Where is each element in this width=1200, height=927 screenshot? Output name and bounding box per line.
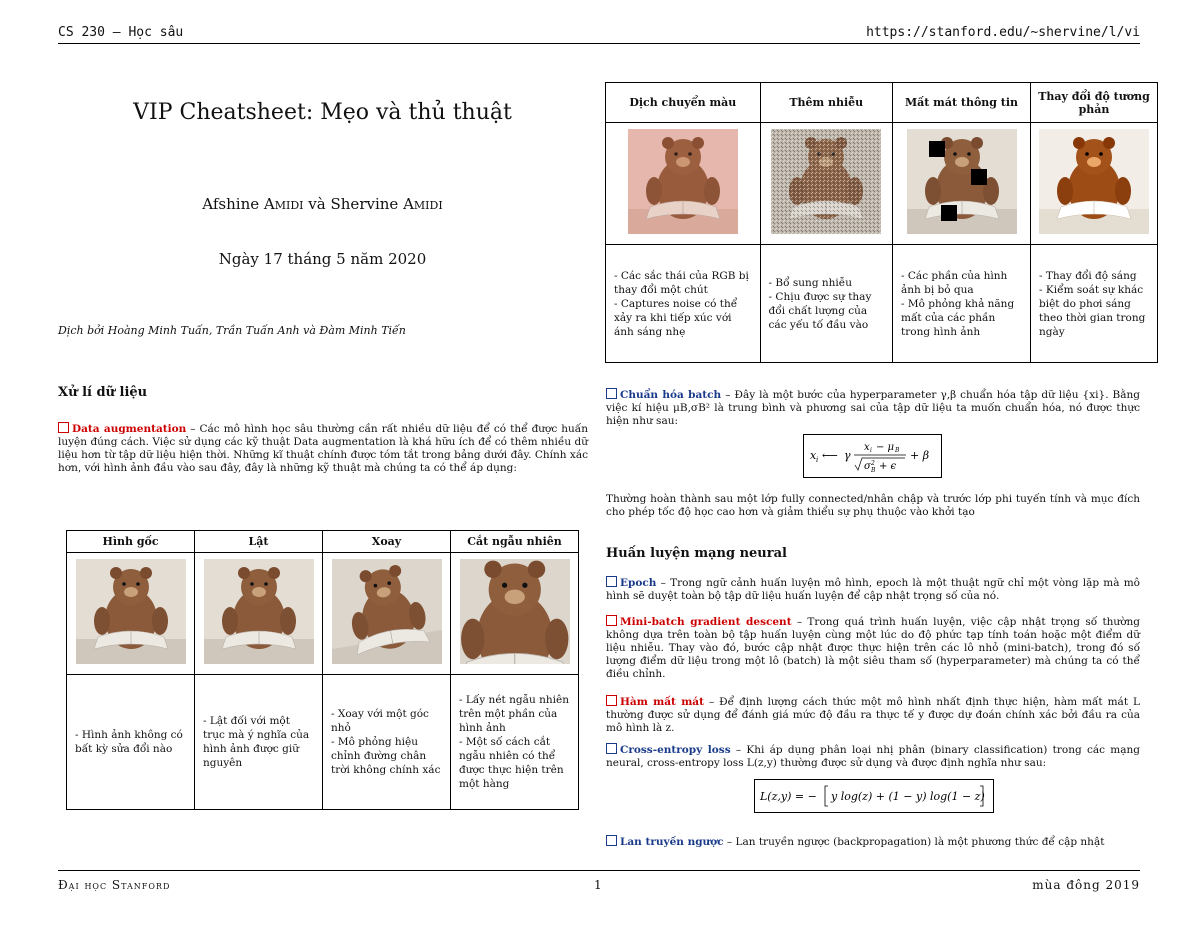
image-noise bbox=[760, 123, 892, 245]
svg-text:y log(z) + (1 − y) log(1 − z): y log(z) + (1 − y) log(1 − z) bbox=[831, 790, 985, 803]
header-rule bbox=[58, 43, 1140, 44]
checkbox-icon bbox=[606, 743, 617, 754]
page-number: 1 bbox=[594, 878, 603, 892]
table-cell: - Xoay với một góc nhỏ - Mô phỏng hiệu chỉnh đường chân trời không chính xác bbox=[323, 675, 451, 810]
checkbox-icon bbox=[606, 835, 617, 846]
table-header: Hình gốc bbox=[67, 531, 195, 553]
svg-text:⟵: ⟵ bbox=[821, 449, 838, 462]
term: mùa đông 2019 bbox=[1032, 878, 1140, 892]
epoch-term: Epoch bbox=[606, 577, 656, 589]
svg-text:i: i bbox=[815, 456, 818, 464]
checkbox-icon bbox=[58, 422, 69, 433]
table-header: Thay đổi độ tương phản bbox=[1031, 83, 1158, 123]
svg-text:− μ: − μ bbox=[875, 442, 894, 453]
batch-norm-term: Chuẩn hóa batch bbox=[606, 389, 721, 401]
svg-text:γ: γ bbox=[843, 449, 851, 462]
augmentation-table-2 bbox=[605, 82, 1158, 363]
image-contrast bbox=[1031, 123, 1158, 245]
svg-text:L(z,y) = −: L(z,y) = − bbox=[760, 790, 817, 803]
table-header: Cắt ngẫu nhiên bbox=[451, 531, 579, 553]
page-title: VIP Cheatsheet: Mẹo và thủ thuật bbox=[133, 100, 512, 125]
translators: Dịch bởi Hoàng Minh Tuấn, Trần Tuấn Anh và Đàm Minh Tiến bbox=[58, 324, 406, 337]
minibatch-paragraph: Mini-batch gradient descent – Trong quá trình huấn luyện, việc cập nhật trọng số thường không dựa trên toàn bộ tập huấn luyện cùng một lúc do độ phức tạp tính toán hoặc một điểm dữ liệu nhiễu. Thay vào đó, bước cập nhật được thực hiện trên các lô nhỏ (mini-batch), trong đó số lượng điểm dữ liệu trong một lô (batch) là một siêu tham số (hyperparameter) mà chúng ta có thể điều chỉnh. bbox=[606, 616, 1140, 680]
table-header: Mất mát thông tin bbox=[893, 83, 1031, 123]
table-cell: - Lật đối với một trục mà ý nghĩa của hình ảnh được giữ nguyên bbox=[195, 675, 323, 810]
svg-text:+ ϵ: + ϵ bbox=[878, 461, 896, 472]
svg-text:B: B bbox=[894, 447, 899, 454]
backprop-term: Lan truyền ngược bbox=[606, 836, 724, 848]
image-color-shift bbox=[606, 123, 761, 245]
svg-text:2: 2 bbox=[870, 460, 875, 467]
authors: Afshine Amidi và Shervine Amidi bbox=[202, 195, 443, 213]
batch-norm-after: Thường hoàn thành sau một lớp fully connected/nhân chập và trước lớp phi tuyến tính và mục đích cho phép tốc độ học cao hơn và giảm thiểu sự phụ thuộc vào khởi tạo bbox=[606, 493, 1140, 518]
augmentation-table-1 bbox=[66, 530, 579, 810]
loss-paragraph: Hàm mất mát – Để định lượng cách thức một mô hình nhất định thực hiện, hàm mất mát L thường được sử dụng để đánh giá mức độ đầu ra thực tế y được dự đoán chính xác bởi đầu ra của mô hình là z. bbox=[606, 696, 1140, 734]
backprop-paragraph: Lan truyền ngược – Lan truyền ngược (backpropagation) là một phương thức để cập nhật bbox=[606, 835, 1140, 849]
image-cropped bbox=[451, 553, 579, 675]
table-cell: - Các sắc thái của RGB bị thay đổi một chút - Captures noise có thể xảy ra khi tiếp xúc với ánh sáng nhẹ bbox=[606, 245, 761, 363]
checkbox-icon bbox=[606, 388, 617, 399]
section-data-processing: Xử lí dữ liệu bbox=[58, 385, 148, 400]
university: Đại học Stanford bbox=[58, 878, 171, 892]
image-flipped bbox=[195, 553, 323, 675]
table-cell: - Các phần của hình ảnh bị bỏ qua - Mô phỏng khả năng mất của các phần trong hình ảnh bbox=[893, 245, 1031, 363]
table-cell: - Lấy nét ngẫu nhiên trên một phần của hình ảnh - Một số cách cắt ngẫu nhiên có thể được thực hiện trên một hàng bbox=[451, 675, 579, 810]
footer-rule bbox=[58, 870, 1140, 871]
image-original bbox=[67, 553, 195, 675]
date: Ngày 17 tháng 5 năm 2020 bbox=[218, 250, 427, 268]
checkbox-icon bbox=[606, 695, 617, 706]
image-rotated bbox=[323, 553, 451, 675]
minibatch-term: Mini-batch gradient descent bbox=[606, 616, 792, 628]
table-header: Xoay bbox=[323, 531, 451, 553]
checkbox-icon bbox=[606, 576, 617, 587]
table-header: Thêm nhiễu bbox=[760, 83, 892, 123]
table-cell: - Thay đổi độ sáng - Kiểm soát sự khác biệt do phơi sáng theo thời gian trong ngày bbox=[1031, 245, 1158, 363]
svg-text:i: i bbox=[869, 447, 872, 454]
checkbox-icon bbox=[606, 615, 617, 626]
table-cell: - Bổ sung nhiễu - Chịu được sự thay đổi chất lượng của các yếu tố đầu vào bbox=[760, 245, 892, 363]
table-header: Dịch chuyển màu bbox=[606, 83, 761, 123]
cross-entropy-term: Cross-entropy loss bbox=[606, 744, 731, 756]
data-augmentation-paragraph: Data augmentation – Các mô hình học sâu thường cần rất nhiều dữ liệu để có thể được huấn luyện đúng cách. Việc sử dụng các kỹ thuật Data augmentation là khá hữu ích để có thêm nhiều dữ liệu hơn từ tập dữ liệu hiện thời. Những kĩ thuật chính được tóm tắt trong bảng dưới đây. Chính xác hơn, với hình ảnh đầu vào sau đây, đây là những kỹ thuật mà chúng ta có thể áp dụng: bbox=[58, 423, 588, 474]
batch-norm-equation bbox=[803, 434, 942, 478]
page-header bbox=[58, 25, 1140, 45]
svg-text:x: x bbox=[863, 442, 870, 453]
svg-text:σ: σ bbox=[863, 461, 871, 472]
loss-term: Hàm mất mát bbox=[606, 696, 704, 708]
image-info-loss bbox=[893, 123, 1031, 245]
svg-text:+ β: + β bbox=[909, 449, 929, 462]
source-url[interactable]: https://stanford.edu/~shervine/l/vi bbox=[866, 25, 1140, 40]
table-cell: - Hình ảnh không có bất kỳ sửa đổi nào bbox=[67, 675, 195, 810]
section-training: Huấn luyện mạng neural bbox=[606, 546, 787, 561]
svg-text:x: x bbox=[809, 449, 816, 462]
course-title: CS 230 – Học sâu bbox=[58, 25, 184, 40]
epoch-paragraph: Epoch – Trong ngữ cảnh huấn luyện mô hình, epoch là một thuật ngữ chỉ một vòng lặp mà mô hình sẽ duyệt toàn bộ tập dữ liệu huấn luyện để cập nhật trọng số của nó. bbox=[606, 577, 1140, 602]
cross-entropy-paragraph: Cross-entropy loss – Khi áp dụng phân loại nhị phân (binary classification) trong các mạng neural, cross-entropy loss L(z,y) thường được sử dụng và được định nghĩa như sau: bbox=[606, 744, 1140, 769]
cross-entropy-equation bbox=[754, 779, 994, 813]
table-header: Lật bbox=[195, 531, 323, 553]
svg-text:B: B bbox=[870, 467, 875, 474]
batch-norm-paragraph: Chuẩn hóa batch – Đây là một bước của hyperparameter γ,β chuẩn hóa tập dữ liệu {xi}. Bằng việc kí hiệu μB,σB² là trung bình và phương sai của tập dữ liệu ta muốn chuẩn hóa, nó được thực hiện như sau: bbox=[606, 389, 1141, 427]
data-augmentation-term: Data augmentation bbox=[58, 423, 186, 435]
